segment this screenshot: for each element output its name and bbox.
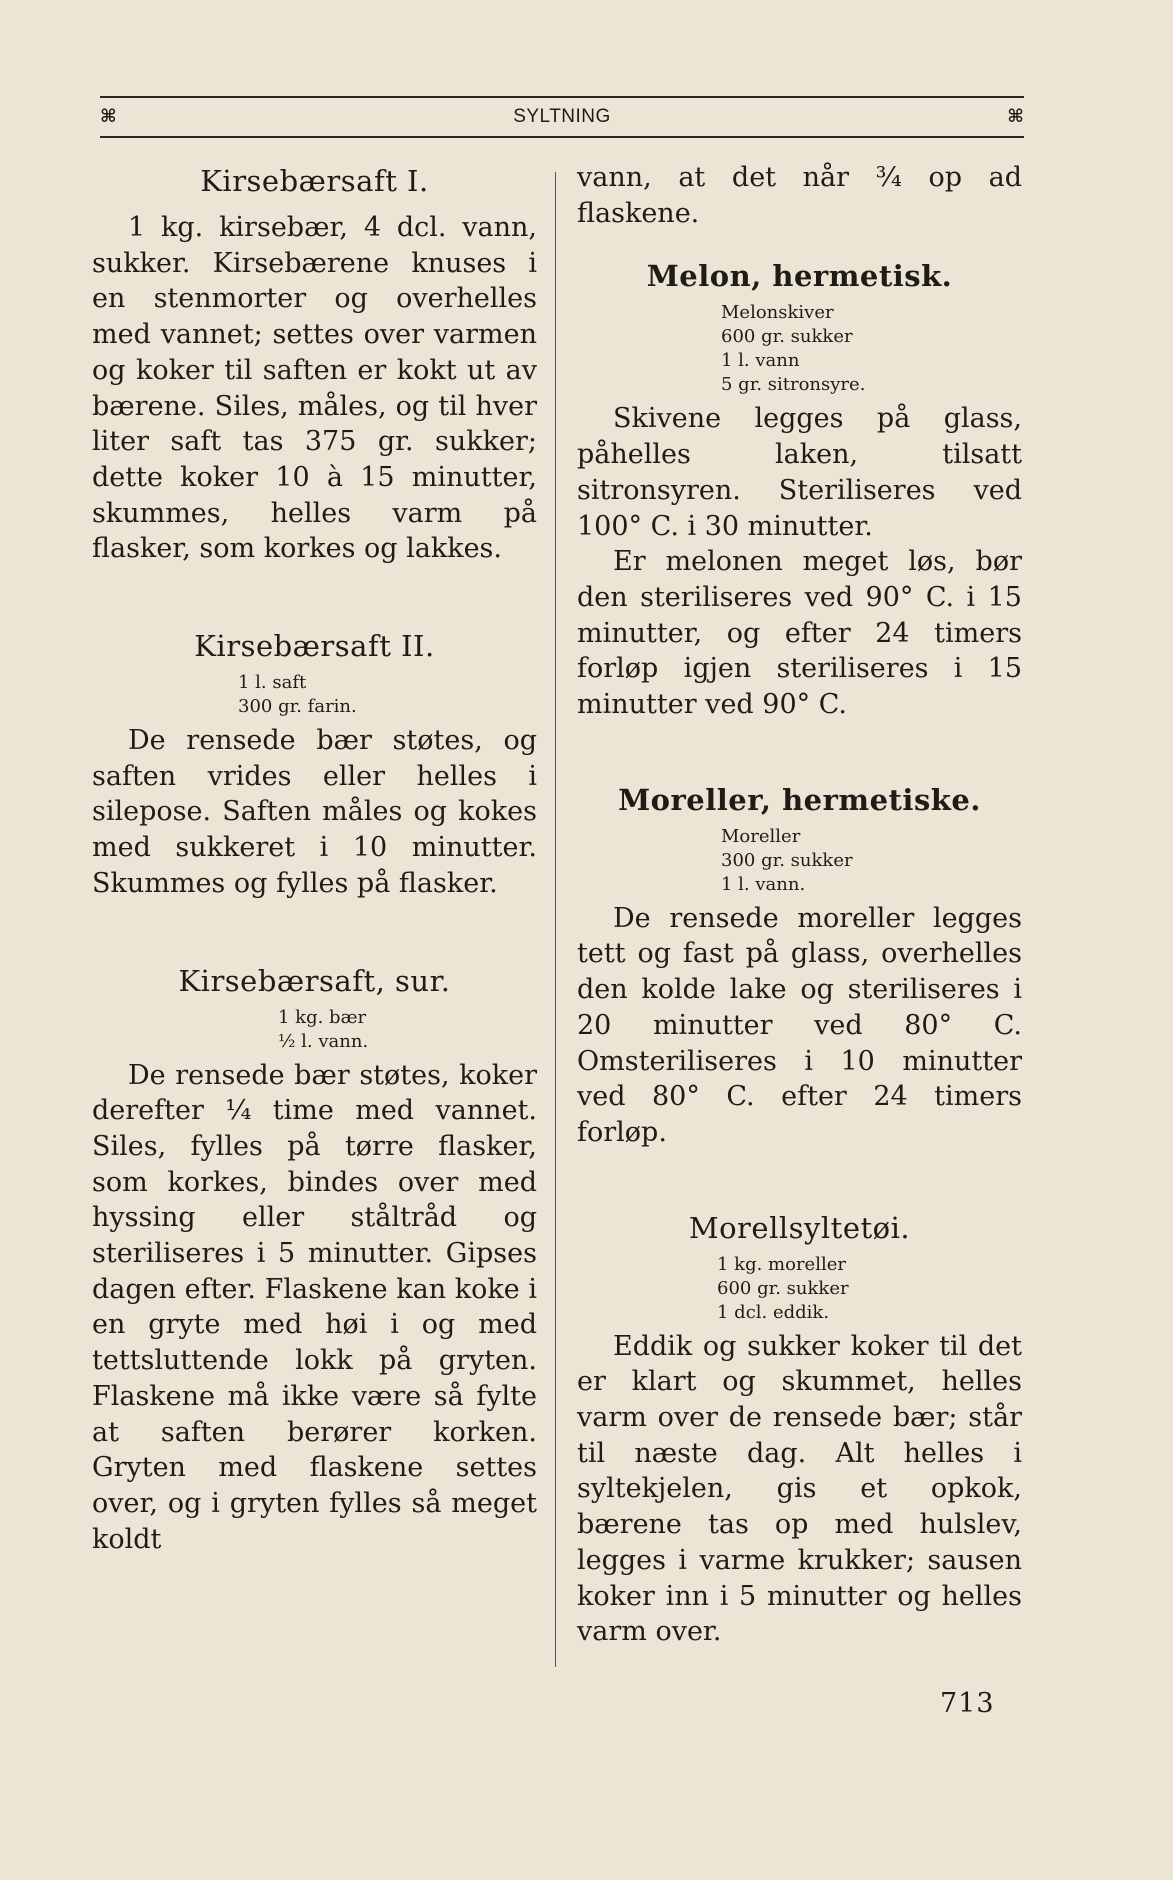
ingredient: 1 kg. moreller [717, 1253, 846, 1275]
recipe-melon [577, 255, 1022, 722]
ingredient: Moreller [721, 825, 801, 847]
recipe-title: Kirsebærsaft, sur. [178, 963, 451, 998]
recipe-title: Morellsyltetøi. [688, 1210, 911, 1245]
ornament-left-icon: ⌘ [100, 106, 117, 127]
ingredient: 1 l. saft [238, 672, 307, 694]
ingredient-list [238, 671, 537, 719]
recipe-text: De rensede moreller legges tett og fast på glass, overhelles den kolde lake og steriliseres i 20 minutter ved 80° C. Omsteriliseres i 10 minutter ved 80° C. efter 24 timers forløp. [577, 902, 1022, 1148]
ingredient: 1 kg. bær [278, 1006, 367, 1028]
recipe-title: Melon, hermetisk. [646, 259, 953, 294]
page-number: 713 [940, 1688, 995, 1719]
ingredient: ½ l. vann. [278, 1030, 369, 1052]
ingredient: 1 dcl. eddik. [717, 1301, 830, 1323]
recipe-text: Skivene legges på glass, påhelles laken, tilsatt sitronsyren. Steriliseres ved 100° C. i 30 minutter. [577, 403, 1022, 542]
recipe-text: Er melonen meget løs, bør den steriliseres ved 90° C. i 15 minutter, og efter 24 timers forløp igjen steriliseres i 15 minutter ved 90° C. [577, 546, 1022, 721]
ingredient: 600 gr. sukker [717, 1277, 849, 1299]
ingredient: 300 gr. sukker [721, 849, 853, 871]
ingredient: 1 l. vann [721, 350, 800, 372]
recipe-text: De rensede bær støtes, koker derefter ¼ time med vannet. Siles, fylles på tørre flasker, som korkes, bindes over med hyssing eller ståltråd og steriliseres i 5 minutter. Gipses dagen efter. Flaskene kan koke i en gryte med høi i og med tettsluttende lokk på gryten. Flaskene må ikke være så fylte at saften berører korken. Gryten med flaskene settes over, og i gryten fylles så meget koldt [92, 1059, 537, 1555]
recipe-kirsebaersaft-sur [92, 960, 537, 1558]
recipe-moreller [577, 779, 1022, 1151]
ingredient: 300 gr. farin. [238, 696, 357, 718]
recipe-title: Kirsebærsaft II. [194, 629, 435, 664]
left-column [92, 160, 537, 1557]
recipe-text: De rensede bær støtes, og saften vrides eller helles i silepose. Saften måles og kokes med sukkeret i 10 minutter. Skummes og fylles på flasker. [92, 725, 537, 899]
ingredient: 5 gr. sitronsyre. [721, 374, 866, 396]
ingredient-list [717, 1253, 1022, 1325]
ingredient-list [721, 825, 1022, 897]
header-title: SYLTNING [513, 106, 611, 127]
recipe-text: 1 kg. kirsebær, 4 dcl. vann, sukker. Kirsebærene knuses i en stenmorter og overhelles med vannet; settes over varmen og koker til saften er kokt ut av bærene. Siles, måles, og til hver liter saft tas 375 gr. sukker; dette koker 10 à 15 minutter, skummes, helles varm på flasker, som korkes og lakkes. [92, 212, 537, 565]
ingredient: 600 gr. sukker [721, 326, 853, 348]
ingredient-list [721, 301, 1022, 397]
recipe-morellsyltetoi [577, 1207, 1022, 1650]
recipe-title: Moreller, hermetiske. [618, 782, 981, 817]
running-header [100, 96, 1024, 138]
recipe-kirsebaersaft-1 [92, 160, 537, 567]
ingredient: Melonskiver [721, 302, 834, 324]
recipe-text: Eddik og sukker koker til det er klart og skummet, helles varm over de rensede bær; står til næste dag. Alt helles i syltekjelen, gis et opkok, bærene tas op med hulslev, legges i varme krukker; sausen koker inn i 5 minutter og helles varm over. [577, 1330, 1022, 1648]
recipe-title: Kirsebærsaft I. [200, 164, 429, 198]
ingredient: 1 l. vann. [721, 873, 806, 895]
column-divider [555, 172, 556, 1667]
ingredient-list [278, 1006, 537, 1054]
recipe-kirsebaersaft-2 [92, 625, 537, 902]
ornament-right-icon: ⌘ [1007, 106, 1024, 127]
right-column [577, 160, 1022, 1650]
continued-text: vann, at det når ¾ op ad flaskene. [577, 162, 1022, 229]
